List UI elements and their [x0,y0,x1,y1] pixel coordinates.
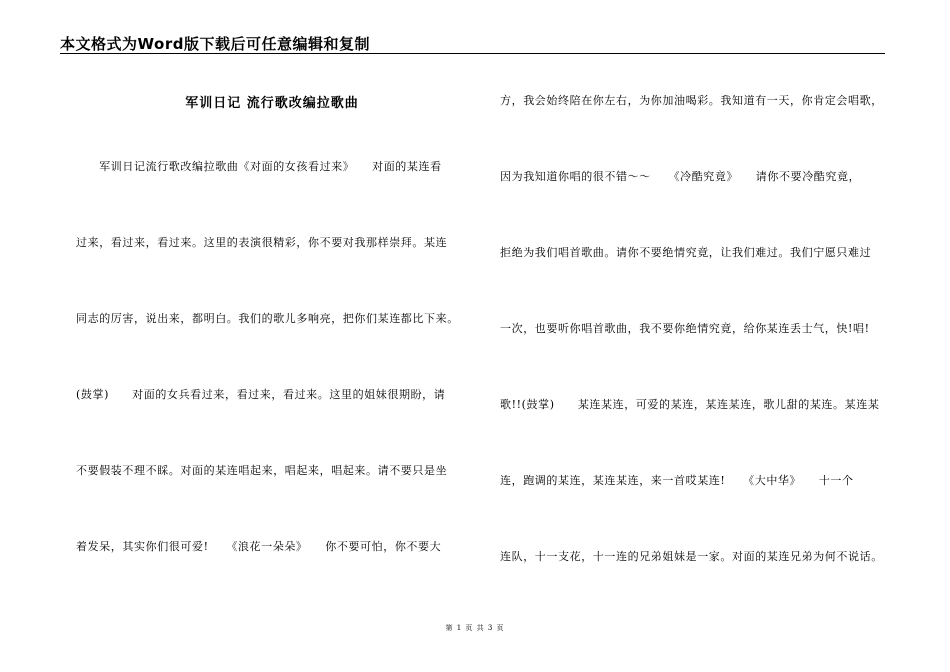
text-line: 同志的厉害，说出来，都明白。我们的歌儿多响亮，把你们某连都比下来。 [76,312,459,325]
page-number: 第 1 页 共 3 页 [445,624,505,632]
page-header: 本文格式为Word版下载后可任意编辑和复制 [60,35,370,53]
left-column [76,80,468,614]
text-line: 拒绝为我们唱首歌曲。请你不要绝情究竟，让我们难过。我们宁愿只难过 [500,246,872,259]
text-line: 歌!!(鼓掌) 某连某连，可爱的某连，某连某连，歌儿甜的某连。某连某 [500,398,880,411]
text-line: 连，跑调的某连，某连某连，来一首哎某连! 《大中华》 十一个 [500,474,854,487]
text-line: 一次，也要听你唱首歌曲，我不要你绝情究竟，给你某连丢士气，快!唱! [500,322,870,335]
text-line: (鼓掌) 对面的女兵看过来，看过来，看过来。这里的姐妹很期盼，请 [76,388,446,401]
text-line: 连队，十一支花，十一连的兄弟姐妹是一家。对面的某连兄弟为何不说话。 [500,550,883,563]
text-line: 不要假装不理不睬。对面的某连唱起来，唱起来，唱起来。请不要只是坐 [76,464,448,477]
document-title: 军训日记 流行歌改编拉歌曲 [185,96,359,111]
right-column [500,80,892,624]
text-line: 军训日记流行歌改编拉歌曲《对面的女孩看过来》 对面的某连看 [76,160,442,173]
text-line: 着发呆，其实你们很可爱! 《浪花一朵朵》 你不要可怕，你不要大 [76,540,442,553]
header-divider [60,53,885,54]
text-line: 因为我知道你唱的很不错～～ 《冷酷究竟》 请你不要冷酷究竟， [500,170,861,183]
text-line: 过来，看过来，看过来。这里的表演很精彩，你不要对我那样崇拜。某连 [76,236,448,249]
text-line: 方，我会始终陪在你左右，为你加油喝彩。我知道有一天，你肯定会唱歌， [500,94,883,107]
